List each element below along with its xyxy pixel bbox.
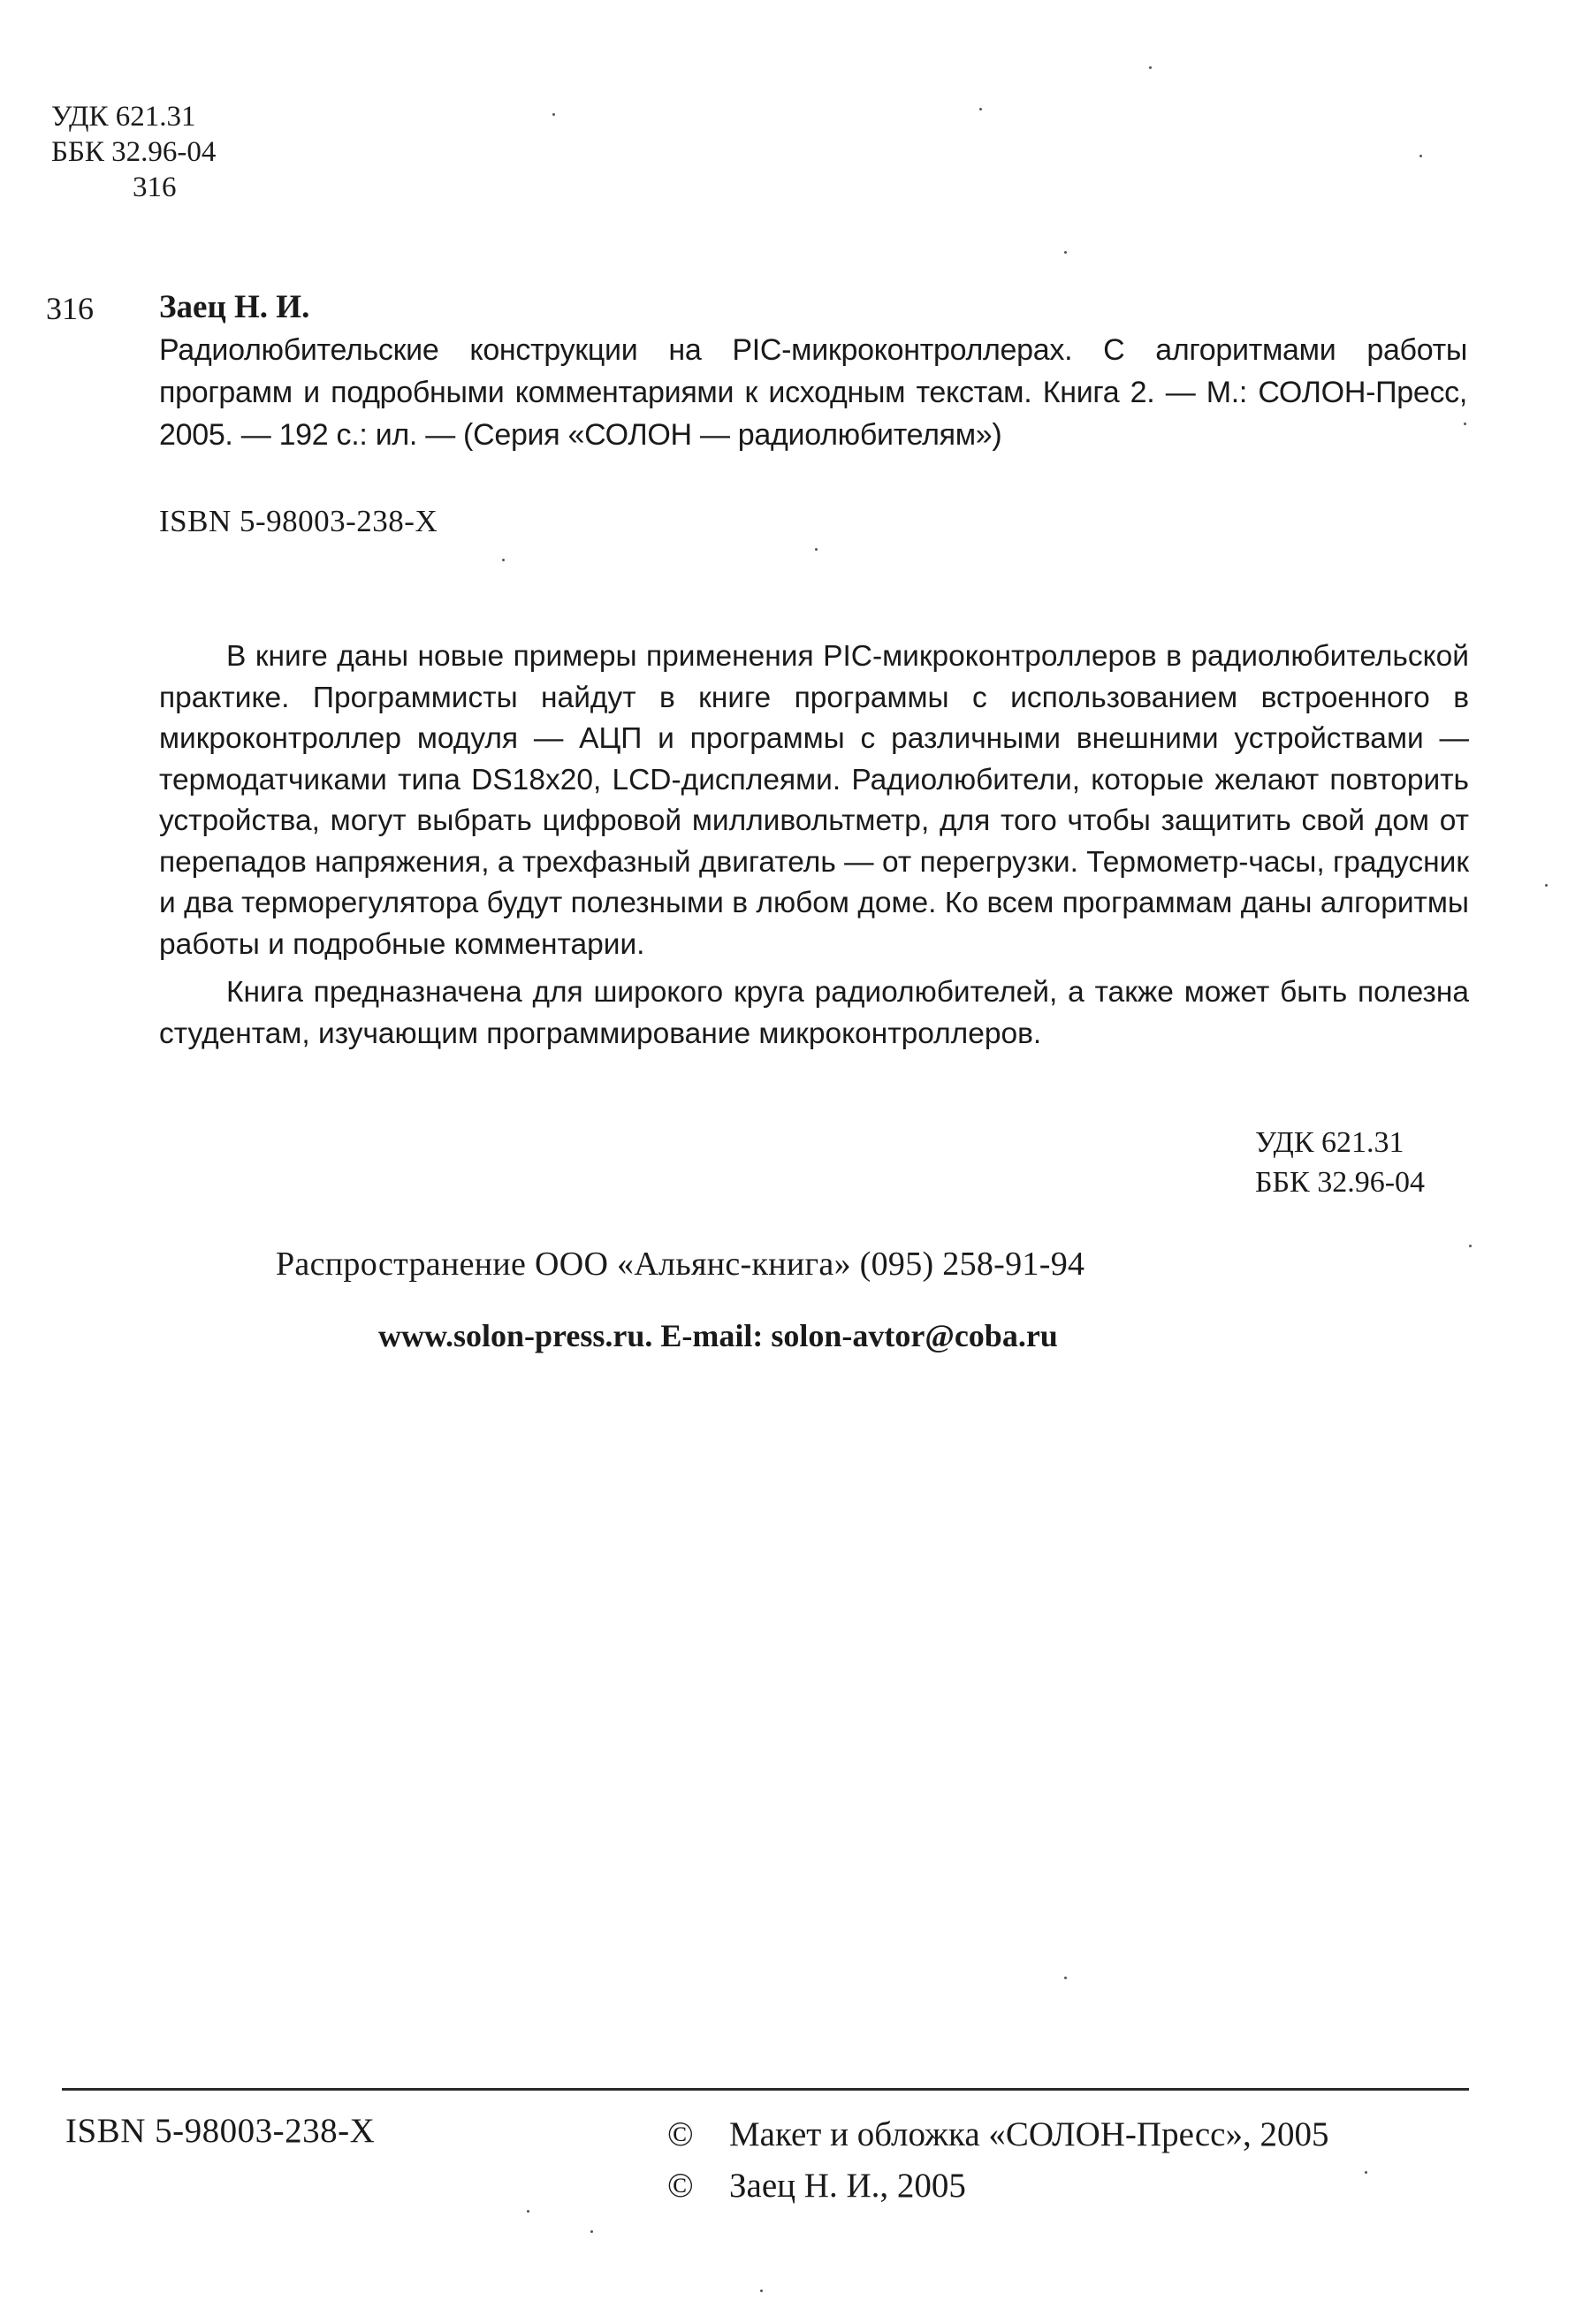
right-udk-code: УДК 621.31 [1255, 1126, 1404, 1159]
scan-speck [590, 2230, 593, 2233]
copyright-line-2 [667, 2160, 1328, 2212]
scan-speck [760, 2290, 763, 2292]
annotation-paragraph-1: В книге даны новые примеры применения PIC-микроконтроллеров в радиолюбительской практике. Программисты найдут в книге программы с использованием встроенного в микроконтроллер модуля — АЦП и программы с различными внешними устройствами — термодатчиками типа DS18x20, LCD-дисплеями. Радиолюбители, которые желают повторить устройства, могут выбрать цифровой милливольтметр, для того чтобы защитить свой дом от перепадов напряжения, а трехфазный двигатель — от перегрузки. Термометр-часы, градусник и два терморегулятора будут полезными в любом доме. Ко всем программам даны алгоритмы работы и подробные комментарии. [159, 640, 1469, 961]
scan-speck [1064, 1977, 1067, 1979]
copyright-icon: © [667, 2115, 694, 2153]
entry-isbn: ISBN 5-98003-238-X [159, 504, 438, 538]
copyright-icon: © [667, 2167, 694, 2205]
annotation-paragraph-2: Книга предназначена для широкого круга радиолюбителей, а также может быть полезна студентам, изучающим программирование микроконтроллеров. [159, 976, 1469, 1050]
scan-speck [1365, 2171, 1367, 2174]
scan-speck [1469, 1245, 1472, 1247]
distribution-line: Распространение ООО «Альянс-книга» (095) 258-91-94 [276, 1246, 1085, 1283]
scan-speck [1545, 884, 1548, 887]
copyright-text-1: Макет и обложка «СОЛОН-Пресс», 2005 [729, 2115, 1329, 2153]
right-classification [1255, 1123, 1425, 1202]
scan-speck [1419, 155, 1422, 157]
author-mark: 316 [133, 171, 177, 203]
copyright-line-1 [667, 2109, 1328, 2160]
scan-speck [527, 2210, 529, 2213]
scan-speck [502, 559, 505, 561]
classification-block [51, 99, 216, 205]
annotation [159, 636, 1469, 1055]
entry-description: Радиолюбительские конструкции на PIC-микроконтроллерах. С алгоритмами работы программ и подробными комментариями к исходным текстам. Книга 2. — М.: СОЛОН-Пресс, 2005. — 192 с.: ил. — (Серия «СОЛОН — радиолюбителям») [159, 333, 1467, 452]
scan-speck [552, 113, 555, 116]
scan-speck [1064, 251, 1067, 254]
scan-speck [1464, 423, 1466, 425]
copyright-text-2: Заец Н. И., 2005 [729, 2167, 966, 2205]
scan-speck [979, 108, 982, 110]
bbk-code: ББК 32.96-04 [51, 136, 217, 168]
website-line: www.solon-press.ru. E-mail: solon-avtor@coba.ru [378, 1318, 1058, 1353]
udk-code: УДК 621.31 [51, 101, 196, 133]
footer-divider [62, 2088, 1469, 2091]
entry-author: Заец Н. И. [159, 289, 310, 325]
footer-isbn: ISBN 5-98003-238-X [65, 2112, 376, 2150]
scan-speck [815, 548, 818, 551]
copyright-block [667, 2109, 1328, 2212]
right-bbk-code: ББК 32.96-04 [1255, 1166, 1426, 1199]
scan-speck [1149, 66, 1152, 69]
entry-code: 316 [46, 291, 94, 326]
